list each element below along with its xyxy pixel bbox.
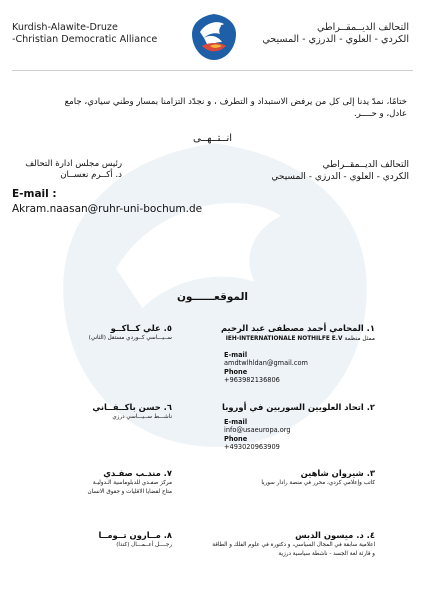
signer-1-email[interactable]: amdtwlhldan@gmail.com [224, 359, 308, 368]
signer-2-phone-label: Phone [224, 434, 248, 443]
email-label: E-mail : [12, 188, 57, 200]
header-arabic-line1: التحالف الديــمقــراطي [316, 22, 409, 33]
signer-3-description: كاتب وإعلامي كردي، محرر في منصة رادار سوريا [261, 480, 375, 486]
signer-7-name: ٧. مندـب صفـدي [103, 468, 172, 478]
signer-4-description-line2: و قارئة لغة الجسد - ناشطة سياسية درزية [278, 550, 375, 557]
email-link[interactable]: Akram.naasan@ruhr-uni-bochum.de [12, 203, 203, 215]
signer-6-description: ناشـــط ســيـــاسي درزي [112, 414, 172, 420]
signers-title: الموقعــــــون [176, 291, 249, 303]
signer-3-name: ٣. شيروان شاهين [300, 468, 375, 478]
header-arabic [262, 22, 409, 46]
signer-1 [185, 323, 375, 343]
signature-org-line1: التحالف الديــمقــراطي [322, 160, 409, 170]
signer-5-name: ٥. علي كــاكــو [110, 323, 172, 333]
signer-2-email-label: E-mail [224, 418, 248, 426]
signer-1-org [185, 335, 375, 343]
signature-title: رئيس مجلس ادارة التحالف [25, 159, 122, 169]
header-divider [12, 70, 413, 71]
dove-logo-icon [190, 12, 238, 62]
signer-7-description-line1: مركز صفـدي للدبلوماسية الـدوليـة [92, 480, 172, 486]
signer-6-name: ٦. حسن باكــفــاني [92, 402, 172, 412]
signer-2 [185, 402, 375, 413]
signer-2-email[interactable]: info@usaeuropa.org [224, 426, 291, 435]
signer-2-contact [224, 418, 364, 452]
signer-4-name: ٤. د. ميسون الدبس [295, 530, 375, 540]
header-english-line2: -Christian Democratic Alliance [12, 34, 158, 45]
signer-7 [22, 468, 172, 496]
signer-3 [185, 468, 375, 488]
signer-1-sub: ممثل منظمة [344, 336, 375, 342]
signer-8 [22, 530, 172, 550]
signer-5 [22, 323, 172, 343]
signature-organization [271, 159, 409, 183]
signer-4 [175, 530, 375, 558]
signer-6 [22, 402, 172, 422]
signer-1-phone: +963982136806 [224, 376, 280, 385]
signer-1-email-label: E-mail [224, 351, 248, 359]
end-word: انــتــهــى [192, 133, 233, 144]
header-english-line1: Kurdish-Alawite-Druze [12, 22, 118, 33]
signer-7-description-line2: متاح لقضايا الاقليات و حقوق الانسان [87, 488, 172, 495]
signer-1-contact [224, 351, 364, 385]
closing-line2: عادل، و حــــر. [353, 109, 407, 119]
header-english [12, 22, 157, 46]
signer-1-org-name: IEH-INTERNATIONALE NOTHILFE E.V [225, 336, 343, 342]
closing-paragraph [14, 96, 407, 120]
signer-2-phone: +493020963909 [224, 443, 280, 452]
signer-4-description-line1: اعلامية سابقة في المجال السياسي، و دكتورة في علوم الفلك و الطاقة [212, 542, 375, 548]
signature-name: د. أكــرم نعســان [60, 170, 122, 180]
signer-2-name: ٢. اتحاد العلويين السوريين في أوروبا [222, 402, 375, 412]
header-arabic-line2: الكردي - العلوي - الدرزي - المسيحي [262, 34, 409, 45]
signer-1-phone-label: Phone [224, 367, 248, 376]
closing-line1: ختامًا، نمدّ يدنا إلى كل من يرفض الاستبداد و التطرف ، و نجدّد التزامنا بمسار وطني سيادي، جامع [64, 97, 407, 107]
signer-8-name: ٨. مــارون تــومــا [98, 530, 172, 540]
signature-block [12, 159, 122, 181]
signature-org-line2: الكردي - العلوي - الدرزي - المسيحي [271, 172, 409, 182]
signer-1-name: ١. المحامي أحمد مصطفى عبد الرحيم [220, 323, 375, 333]
signer-5-description: ســيـــاسي كــوردي مستقل (الثاني) [88, 335, 172, 341]
signer-8-description: رجــــل أعــمـــال (كندا) [116, 542, 172, 548]
